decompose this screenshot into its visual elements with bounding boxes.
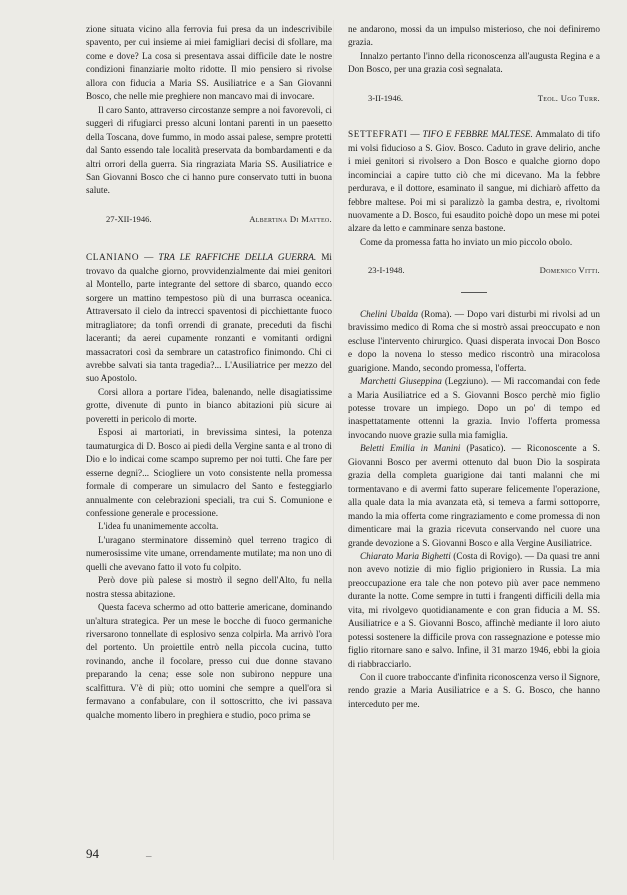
section-title: TRA LE RAFFICHE DELLA GUERRA. xyxy=(158,253,317,264)
signature-name: Domenico Vitti. xyxy=(539,265,600,276)
entry-place: (Legziuno). — xyxy=(441,377,504,388)
paragraph: Innalzo pertanto l'inno della riconoscenza all'augusta Regina e a Don Bosco, per una grazia così segnalata. xyxy=(348,51,600,76)
section-text: Ammalato di tifo mi volsi fiducioso a S. Giov. Bosco. Caduto in grave delirio, anche i miei genitori si rivolsero a Don Bosco e qualche giorno dopo incominciai a capire tutto ciò che mi dicevano. Ma la febbre perdurava, e il dottore, esaminato il sangue, mi dichiarò affetto da febbre maltese. Poi mi si paralizzò la gamba destra, e, rivoltomi nuovamente a D. Bosco, fui esaudito poichè dopo un mese mi potei alzare da letto e camminare senza bastone. xyxy=(348,130,601,235)
paragraph: Come da promessa fatta ho inviato un mio piccolo obolo. xyxy=(360,237,573,248)
grace-entry xyxy=(348,309,600,376)
signature-date: 27-XII-1946. xyxy=(106,213,152,224)
right-column xyxy=(348,24,600,712)
section-title: TIFO E FEBBRE MALTESE. xyxy=(422,130,533,141)
section-paragraph xyxy=(348,129,600,237)
paragraph: Il caro Santo, attraverso circostanze sempre a noi favorevoli, ci suggerì di rifugiarci presso alcuni lontani parenti in un paesetto della Toscana, dove fummo, in modo assai palese, sempre protetti dal Santo essendo tale località preservata da bombardamenti e da altri orrori della guerra. Sia ringraziata Maria SS. Ausiliatrice e San Giovanni Bosco che ci hanno pure conservato tutti in buona salute. xyxy=(86,105,332,197)
entry-place: (Pasatico). — xyxy=(460,444,527,455)
left-column xyxy=(86,24,332,723)
section-dash: — xyxy=(139,253,159,264)
grace-entry xyxy=(348,443,600,551)
separator-rule xyxy=(461,292,487,293)
paragraph: L'idea fu unanimemente accolta. xyxy=(98,522,219,533)
signature-line xyxy=(348,264,600,277)
entry-name: Chelini Ubalda xyxy=(360,309,419,320)
paragraph: Con il cuore traboccante d'infinita riconoscenza verso il Signore, rendo grazie a Maria Ausiliatrice e a S. G. Bosco, che hanno interceduto per me. xyxy=(348,673,600,710)
entry-text: Riconoscente a S. Giovanni Bosco per avermi ottenuto dal buon Dio la sospirata grazia della completa guarigione dai tanti malanni che mi tormentavano e di avermi fatto superare felicemente l'operazione, alla quale data la mia avanzata età, si temeva a farmi sottoporre, mando la mia offerta come ringraziamento e come promessa di non dimenticare mai la grazia ricevuta conservando nel cuore una grande devozione a S. Giovanni Bosco e alla Vergine Ausiliatrice. xyxy=(348,444,600,549)
signature-line xyxy=(86,213,332,226)
paragraph: L'uragano sterminatore disseminò quel terreno tragico di numerosissime vite umane, orrendamente mutilate; ma non uno di quelli che avevano fatto il voto fu colpito. xyxy=(86,535,332,573)
entry-text: Mi raccomandai con fede a Maria Ausiliatrice ed a S. Giovanni Bosco perchè mio figlio potesse trovare un impiego. Dopo un po' di tempo ed inaspettatamente ottenni la grazia. Invio l'offerta promessa invocando nuove grazie sulla mia famiglia. xyxy=(348,377,600,441)
paragraph: Questa faceva schermo ad otto batterie americane, dominando un'altura strategica. Per un mese le bocche di fuoco germaniche riversarono tonnellate di esplosivo senza colpirla. Ma arrivò l'ora del portento. Un proiettile entrò nella piccola cucina, tutto rovinando, anche il focolare, presso cui due donne stavano preparando la cena; esse sole non subirono neppure una scalfittura. V'è di più; otto uomini che sempre a quell'ora si fermavano a confabulare, con il sottoscritto, che ivi passava qualche momento libero in preghiera e studio, poco prima se xyxy=(86,603,332,721)
entry-place: (Costa di Rovigo). — xyxy=(450,551,537,562)
section-dash: — xyxy=(407,130,423,141)
signature-line xyxy=(348,92,600,105)
signature-name: Albertina Di Matteo. xyxy=(249,213,332,224)
signature-date: 3-II-1946. xyxy=(368,92,404,103)
paragraph: Però dove più palese si mostrò il segno dell'Alto, fu nella nostra stessa abitazione. xyxy=(86,576,332,600)
entry-place: (Roma). — xyxy=(418,309,468,320)
paragraph: ne andarono, mossi da un impulso misterioso, che noi definiremo grazia. xyxy=(348,25,600,49)
signature-name: Teol. Ugo Turr. xyxy=(537,92,600,103)
paragraph: Corsi allora a portare l'idea, balenando, nelle disagiatissime grotte, divenute di punto in bianco abitazioni più sicure ai poveretti in pericolo di morte. xyxy=(86,387,332,425)
page-number: 94 xyxy=(86,846,99,861)
entry-text: Dopo vari disturbi mi rivolsi ad un bravissimo medico di Roma che si mostrò assai preoccupato e non escluse l'intervento chirurgico. Quasi disperata invocai Don Bosco e dopo la novena lo stesso medico riscontrò una miracolosa guarigione. Mando, secondo promessa, l'offerta. xyxy=(348,309,600,374)
grace-entry xyxy=(348,551,600,672)
section-place: SETTEFRATI xyxy=(348,130,408,141)
column-gutter xyxy=(333,20,334,860)
paragraph: Esposi ai martoriati, in brevissima sintesi, la potenza taumaturgica di D. Bosco ai piedi della Vergine santa e al trono di Dio e lo indicai come scampo supremo per noi tutti. Che fare per esserne degni?... Sciogliere un voto consistente nella promessa formale di comperare un simulacro del Santo e festeggiarlo annualmente con celebrazioni speciali, tra cui S. Comunione e confessione generale e processione. xyxy=(86,428,332,519)
page-number-dash: – xyxy=(146,850,152,862)
paragraph: zione situata vicino alla ferrovia fui presa da un indescrivibile spavento, per cui insieme ai miei famigliari decisi di sfollare, ma come e dove? La cosa si presentava assai difficile date le nostre condizioni finanziarie molto ridotte. Il mio pensiero si rivolse allora con fiducia a Maria SS. Ausiliatrice e a San Giovanni Bosco, che nelle mie preghiere non mancavo mai di invocare. xyxy=(86,25,332,103)
entry-text: Da quasi tre anni non avevo notizie di mio figlio prigioniero in Russia. La mia preoccupazione era tale che non potevo più aver pace nemmeno durante la notte. Come sempre in tutti i frangenti difficili della mia vita, mi rivolgevo quotidianamente e con gran fiducia a M. SS. Ausiliatrice e a S. Giovanni Bosco, affinchè mediante il loro aiuto potessi sostenere la difficile prova con rassegnazione e potesse mio figlio ritornare sano e salvo. Infine, il 31 marzo 1946, ebbi la gioia di riabbracciarlo. xyxy=(348,551,600,670)
entry-name: Beletti Emilia in Manini xyxy=(360,444,461,455)
section-text: Mi trovavo da qualche giorno, provvidenzialmente dai miei genitori al Montello, parte integrante del settore di sbarco, quando ecco sorgere un mattino tempestoso più di una burrasca oceanica. Attraversato il cielo da intrecci spaventosi di picchiettante fuoco mitragliatore; da tonfi orrendi di granate, preceduti da fischi laceranti; da aerei cupamente ronzanti e vomitanti ordigni massacratori così da sembrare un catastrofico finimondo. Chi ci avrebbe salvati sia tanta tragedia?... L'Ausiliatrice per mezzo del suo Apostolo. xyxy=(86,253,332,385)
entry-name: Marchetti Giuseppina xyxy=(360,377,442,388)
entry-name: Chiarato Maria Bighetti xyxy=(360,551,451,562)
section-place: CLANIANO xyxy=(86,253,140,264)
section-paragraph xyxy=(86,252,332,387)
signature-date: 23-I-1948. xyxy=(368,265,405,276)
grace-entry xyxy=(348,376,600,443)
